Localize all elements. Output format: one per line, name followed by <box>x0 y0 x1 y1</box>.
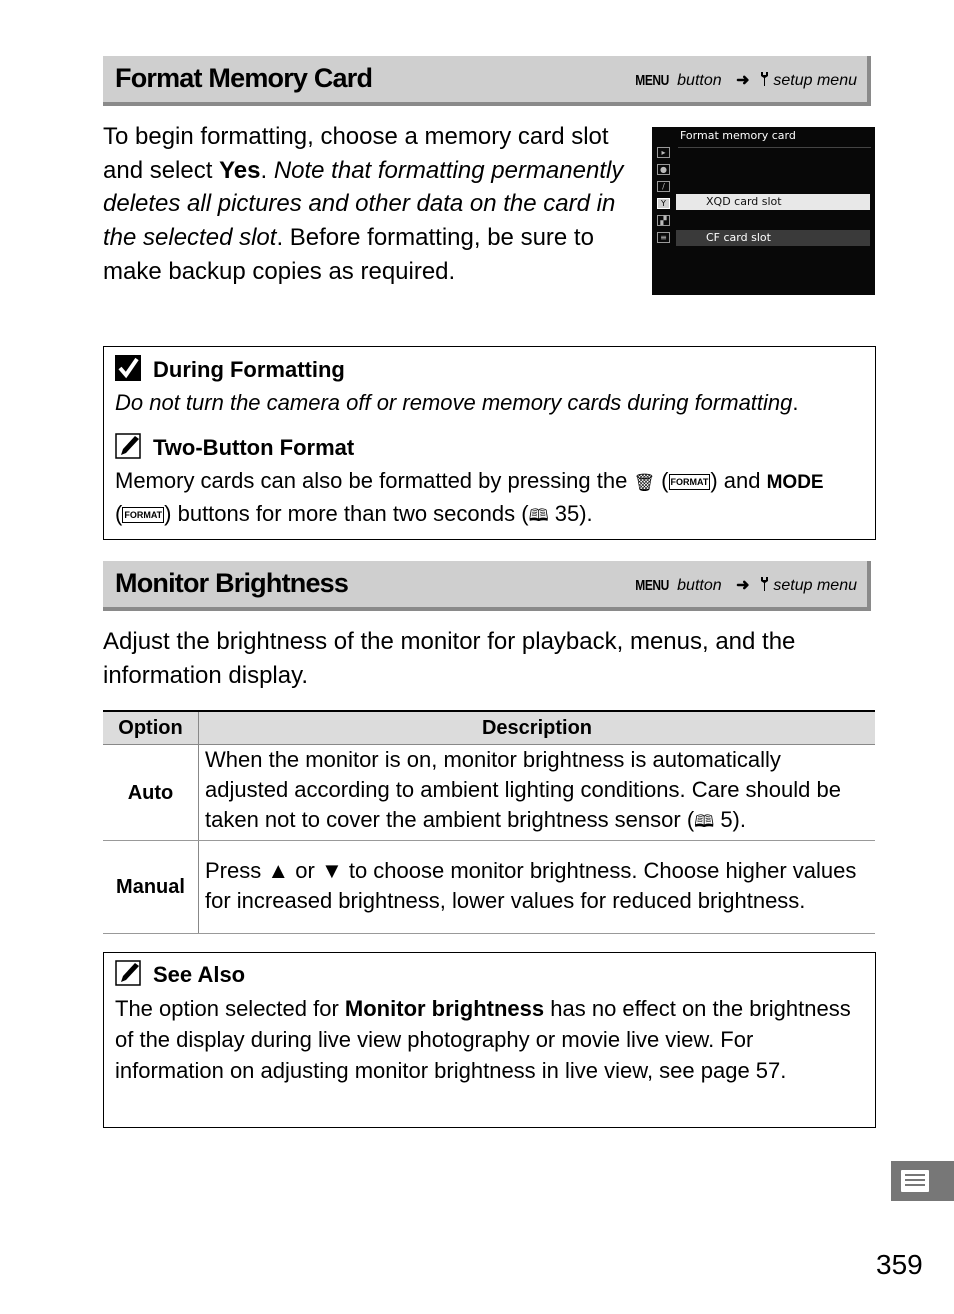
note-text-two-button: Memory cards can also be formatted by pressing the 🗑 ( FORMAT) and MODE ( FORMAT) buttons for more than two seconds (🕮 35). <box>115 468 824 526</box>
book-icon: 🕮 <box>694 812 715 831</box>
note-heading-during-formatting <box>115 355 345 383</box>
section-title: Monitor Brightness <box>115 568 349 598</box>
see-also-text-part: The option selected for <box>115 996 345 1021</box>
menu-list-icon <box>901 1170 929 1192</box>
see-also-text-part: has no effect on the brightness of the display during live view photography or movie live view. For information on adjusting monitor brightness in live view, see page 57. <box>115 996 851 1083</box>
format-icon: FORMAT <box>122 507 164 523</box>
button-label: button <box>677 577 722 594</box>
cf-slot-option: CF card slot <box>676 230 870 246</box>
note-text: ) and <box>710 468 767 493</box>
menu-path <box>631 70 857 90</box>
wrench-icon <box>760 71 769 87</box>
section-header-monitor-brightness <box>103 561 871 611</box>
description-manual <box>199 841 876 934</box>
down-arrow-icon: ▼ <box>320 857 343 883</box>
my-menu-icon: ≡ <box>657 232 670 243</box>
setup-menu-label: setup menu <box>773 577 857 594</box>
screen-divider <box>678 147 871 148</box>
intro-paragraph <box>103 120 633 289</box>
options-table <box>103 710 875 934</box>
see-also-heading-text: See Also <box>153 962 246 987</box>
menu-guide-tab[interactable] <box>891 1161 954 1201</box>
column-header-description: Description <box>199 711 876 745</box>
menu-path <box>631 575 857 595</box>
description-text: to choose monitor brightness. Choose higher values for increased brightness, lower values for reduced brightness. <box>205 857 857 913</box>
retouch-icon: ▞ <box>657 215 670 226</box>
mode-button-label: MODE <box>766 472 824 493</box>
intro-warning: Note that formatting permanently deletes all pictures and other data on the card in the selected slot <box>103 156 624 252</box>
note-text-during-formatting <box>115 387 865 418</box>
table-header-row <box>103 711 875 745</box>
playback-icon: ▸ <box>657 147 670 158</box>
description-text: Press <box>205 857 268 883</box>
caution-check-icon <box>115 355 141 381</box>
pencil-note-icon <box>115 960 141 986</box>
see-also-box <box>103 952 876 1128</box>
option-manual: Manual <box>103 841 199 934</box>
wrench-icon: Y <box>657 198 670 209</box>
page-reference: 5). <box>714 807 746 832</box>
note-text: Do not turn the camera off or remove memory cards during formatting <box>115 390 793 415</box>
camera-icon: ● <box>657 164 670 175</box>
pencil-note-icon <box>115 433 141 459</box>
screen-title: Format memory card <box>680 129 796 142</box>
note-heading-text: During Formatting <box>153 357 345 382</box>
menu-label: MENU <box>634 577 669 594</box>
table-row <box>103 745 875 841</box>
monitor-brightness-intro: Adjust the brightness of the monitor for playback, menus, and the information display. <box>103 628 796 689</box>
note-heading-text: Two-Button Format <box>153 435 355 460</box>
up-arrow-icon: ▲ <box>267 857 290 883</box>
column-header-option: Option <box>103 711 199 745</box>
page-number: 359 <box>876 1249 923 1280</box>
xqd-slot-option: XQD card slot <box>676 194 870 210</box>
note-text: Memory cards can also be formatted by pressing the <box>115 468 634 493</box>
section-title: Format Memory Card <box>115 63 373 93</box>
intro-text: . Before formatting, be sure to make backup copies as required. <box>103 224 594 285</box>
pencil-icon: / <box>657 181 670 192</box>
option-auto: Auto <box>103 745 199 841</box>
note-text-end: . <box>792 390 799 415</box>
section-header-format-memory-card <box>103 56 871 106</box>
monitor-brightness-label: Monitor brightness <box>344 996 545 1021</box>
camera-screen-image <box>652 127 875 295</box>
note-heading-two-button <box>115 433 354 461</box>
table-row <box>103 841 875 934</box>
wrench-icon <box>760 576 769 592</box>
button-label: button <box>677 72 722 89</box>
yes-option: Yes <box>219 156 261 184</box>
trash-icon: 🗑 <box>633 473 656 492</box>
see-also-heading <box>115 960 245 988</box>
note-box <box>103 346 876 540</box>
arrow-icon: ➜ <box>736 577 750 594</box>
see-also-text <box>115 993 865 1086</box>
page-reference: 35). <box>548 501 593 526</box>
description-auto <box>199 745 876 841</box>
menu-label: MENU <box>634 72 669 89</box>
description-text: When the monitor is on, monitor brightness is automatically adjusted according to ambient lighting conditions. Care should be taken not to cover the ambient brightness sensor ( <box>205 747 841 832</box>
screen-menu-icons <box>655 141 672 243</box>
note-text: ) buttons for more than two seconds ( <box>164 501 529 526</box>
book-icon: 🕮 <box>528 506 549 525</box>
arrow-icon: ➜ <box>736 72 750 89</box>
intro-text: To begin formatting, choose a memory card slot and select <box>103 123 609 184</box>
format-icon: FORMAT <box>669 474 711 490</box>
setup-menu-label: setup menu <box>773 72 857 89</box>
intro-text: . <box>260 156 274 184</box>
description-text: or <box>289 857 321 883</box>
